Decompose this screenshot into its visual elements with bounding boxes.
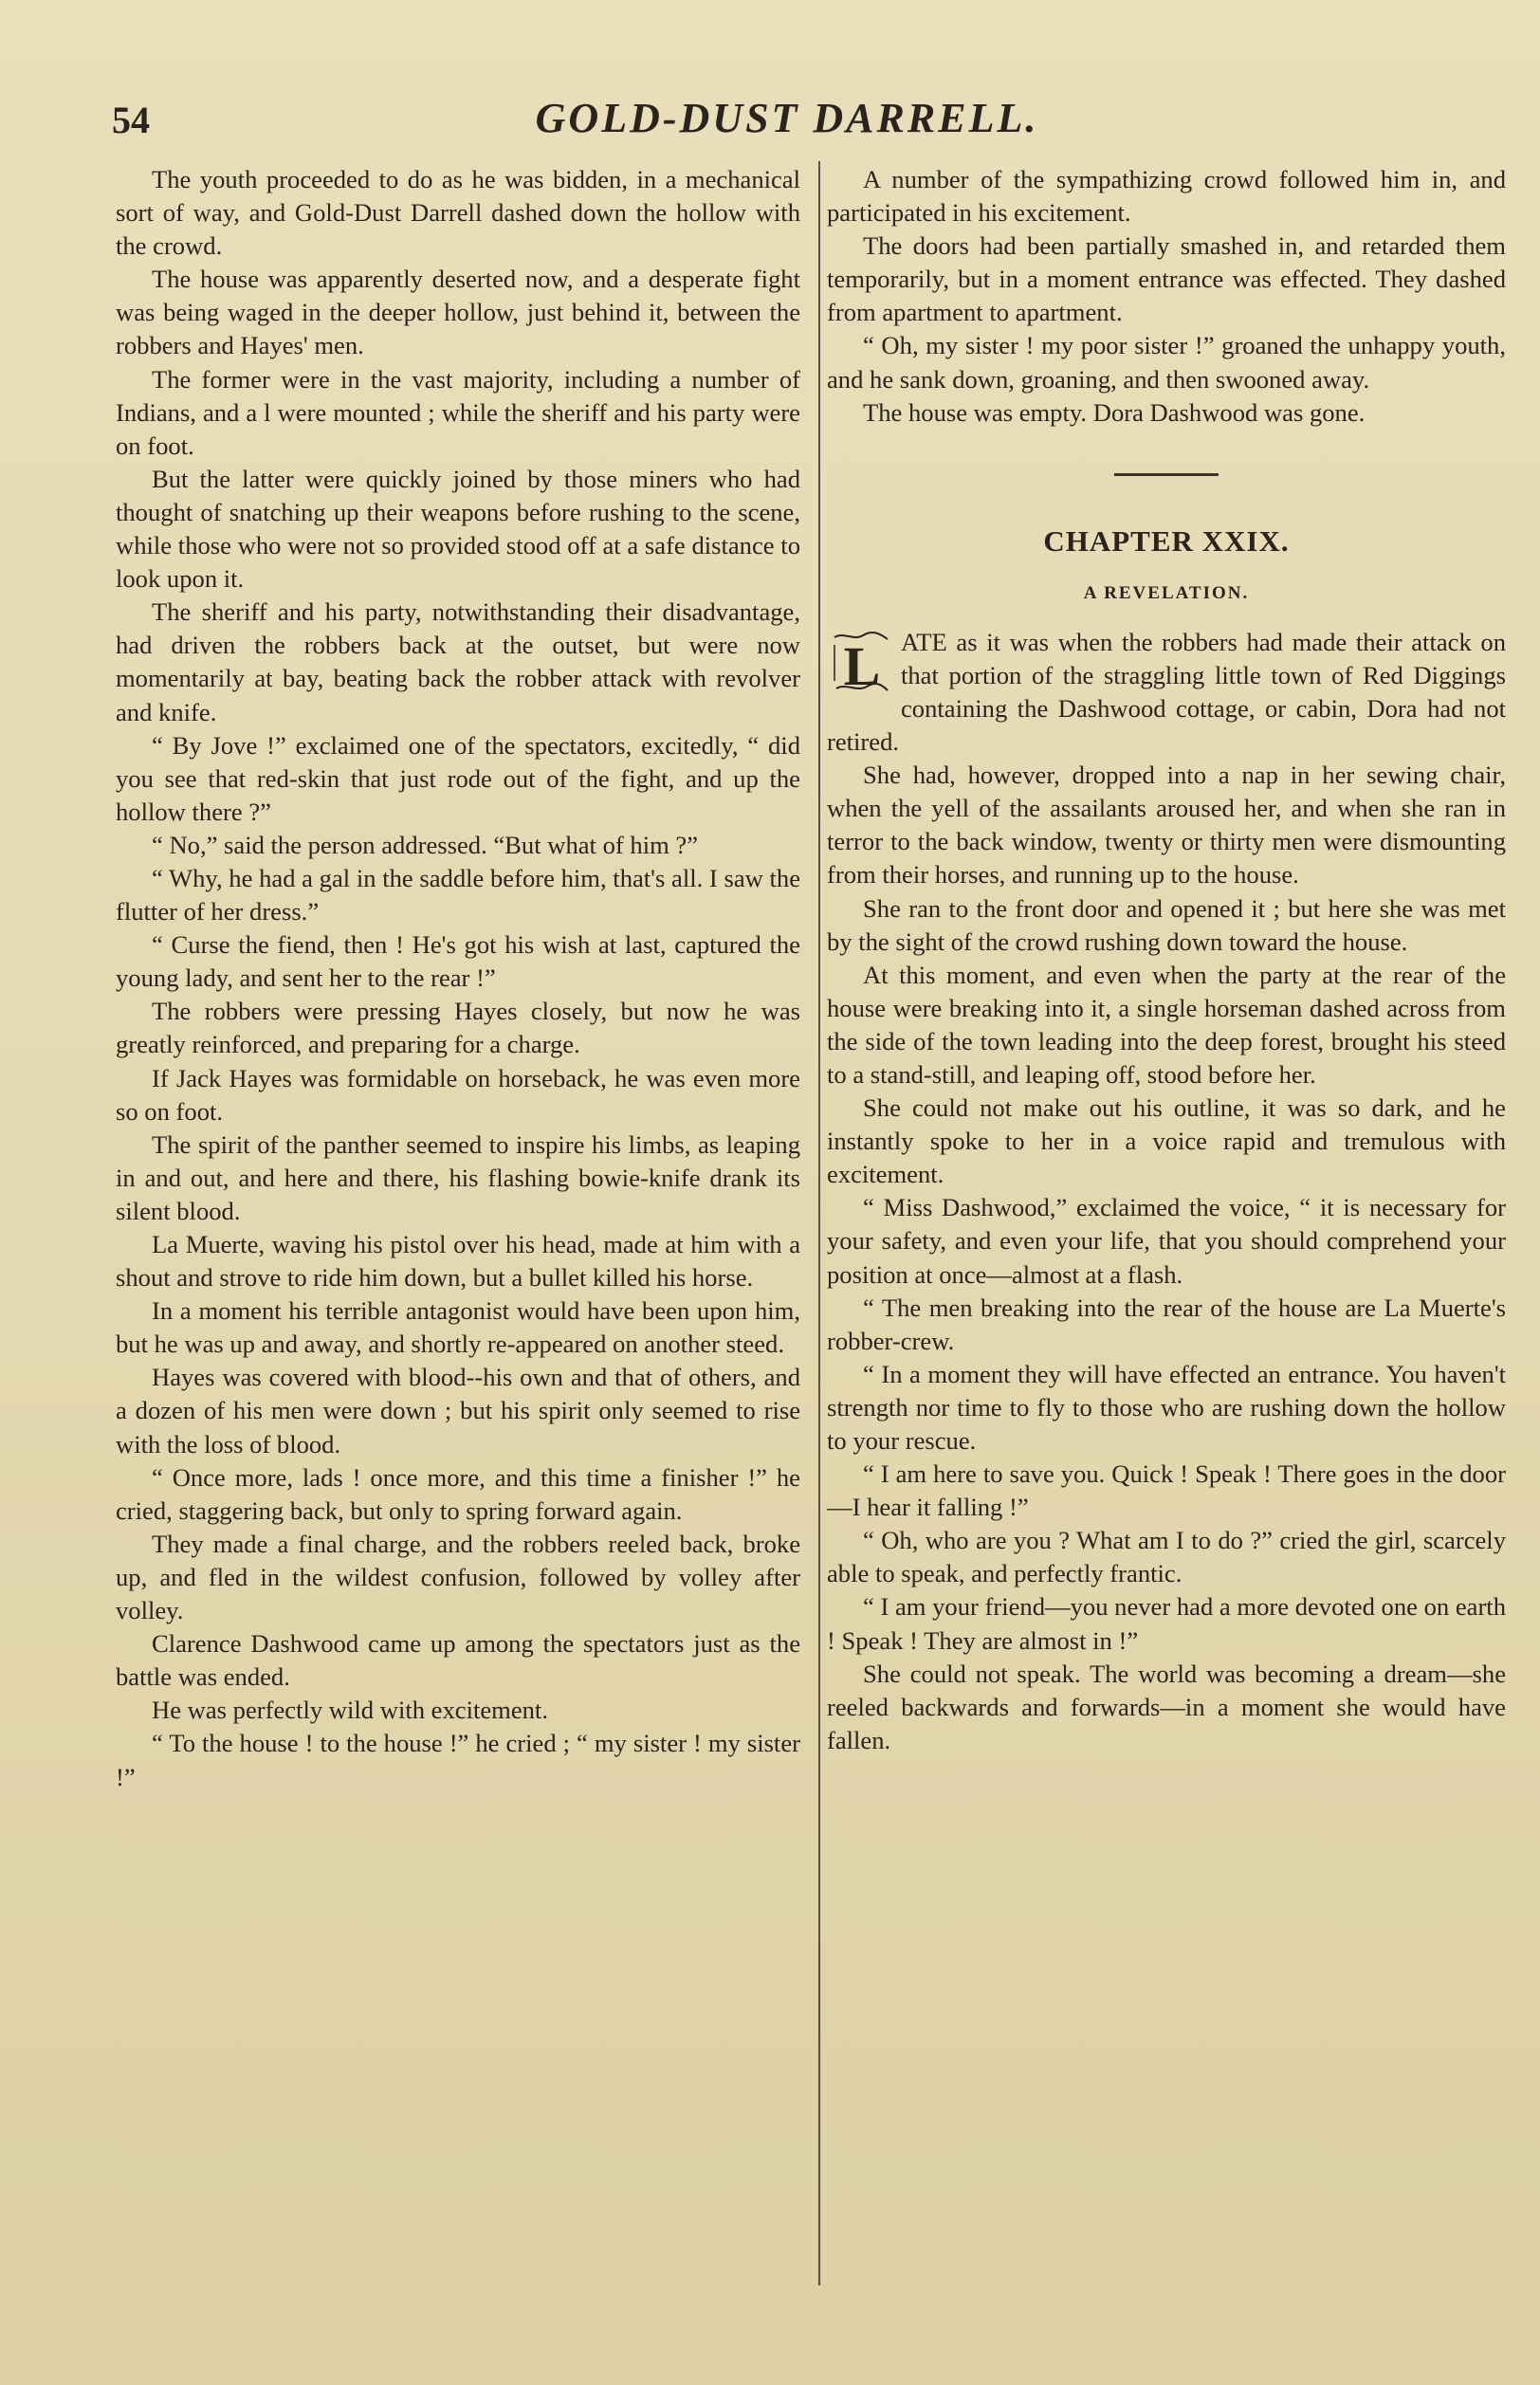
chapter-title: CHAPTER XXIX. [1043, 523, 1290, 558]
paragraph: “ Oh, my sister ! my poor sister !” groaned the unhappy youth, and he sank down, groaning, and then swooned away. [827, 331, 1506, 394]
paragraph: She could not speak. The world was becoming a dream—she reeled backwards and forwards—in a moment she would have fallen. [827, 1659, 1506, 1754]
chapter-first-paragraph [827, 626, 1506, 759]
right-column [827, 163, 1506, 1757]
paragraph: “ Miss Dashwood,” exclaimed the voice, “ it is necessary for your safety, and even your life, that you should comprehend your position at once—almost at a flash. [827, 1193, 1506, 1289]
paragraph: “ Why, he had a gal in the saddle before him, that's all. I saw the flutter of her dress.” [116, 863, 800, 926]
paragraph: “ Oh, who are you ? What am I to do ?” cried the girl, scarcely able to speak, and perfectly frantic. [827, 1526, 1506, 1588]
paragraph: “ In a moment they will have effected an entrance. You haven't strength nor time to fly to those who are rushing down the hollow to your rescue. [827, 1359, 1506, 1455]
paragraph: “ No,” said the person addressed. “But what of him ?” [152, 830, 699, 859]
column-rule [818, 161, 820, 2285]
paragraph: “ To the house ! to the house !” he cried ; “ my sister ! my sister !” [116, 1729, 800, 1791]
paragraph: He was perfectly wild with excitement. [152, 1696, 548, 1725]
paragraph: She ran to the front door and opened it ; but here she was met by the sight of the crowd rushing down toward the house. [827, 893, 1506, 956]
paragraph: “ By Jove !” exclaimed one of the spectators, excitedly, “ did you see that red-skin that just rode out of the fight, and up the hollow there ?” [116, 730, 800, 826]
paragraph: At this moment, and even when the party at the rear of the house were breaking into it, a single horseman dashed across from the side of the town leading into the deep forest, brought his steed to a stand-still, and leaping off, stood before her. [827, 960, 1506, 1089]
paragraph: “ I am your friend—you never had a more devoted one on earth ! Speak ! They are almost in !” [827, 1592, 1506, 1655]
paragraph: “ The men breaking into the rear of the house are La Muerte's robber-crew. [827, 1293, 1506, 1355]
paragraph: But the latter were quickly joined by those miners who had thought of snatching up their weapons before rushing to the scene, while those who were not so provided stood off at a safe distance to look upon it. [116, 464, 800, 594]
paragraph: In a moment his terrible antagonist would have been upon him, but he was up and away, and shortly re-appeared on another steed. [116, 1296, 800, 1359]
paragraph: The youth proceeded to do as he was bidden, in a mechanical sort of way, and Gold-Dust Darrell dashed down the hollow with the crowd. [116, 165, 800, 261]
paragraph: “ Curse the fiend, then ! He's got his wish at last, captured the young lady, and sent her to the rear !” [116, 930, 800, 993]
chapter-subtitle: A REVELATION. [1083, 582, 1250, 603]
paragraph: A number of the sympathizing crowd followed him in, and participated in his excitement. [827, 165, 1506, 228]
paragraph: If Jack Hayes was formidable on horseback, he was even more so on foot. [116, 1063, 800, 1126]
paragraph: The spirit of the panther seemed to inspire his limbs, as leaping in and out, and here and there, his flashing bowie-knife drank its silent blood. [116, 1129, 800, 1225]
paragraph: The sheriff and his party, notwithstanding their disadvantage, had driven the robbers back at the outset, but were now momentarily at bay, beating back the robber attack with revolver and knife. [116, 597, 800, 726]
paragraph: They made a final charge, and the robbers reeled back, broke up, and fled in the wildest confusion, followed by volley after volley. [116, 1529, 800, 1625]
paragraph: “ Once more, lads ! once more, and this time a finisher !” he cried, staggering back, but only to spring forward again. [116, 1462, 800, 1525]
page-header [0, 90, 1540, 156]
dropcap-letter: L [843, 634, 881, 697]
left-column [116, 163, 800, 1794]
paragraph: The house was empty. Dora Dashwood was gone. [863, 397, 1366, 427]
dropcap-ornament [831, 632, 891, 697]
paragraph: The robbers were pressing Hayes closely, but now he was greatly reinforced, and preparing for a charge. [116, 997, 800, 1059]
running-title: GOLD-DUST DARRELL. [535, 95, 1039, 141]
paragraph: La Muerte, waving his pistol over his head, made at him with a shout and strove to ride him down, but a bullet killed his horse. [116, 1230, 800, 1293]
paragraph: The doors had been partially smashed in, and retarded them temporarily, but in a moment entrance was effected. They dashed from apartment to apartment. [827, 231, 1506, 327]
page-number: 54 [112, 99, 150, 141]
paragraph: The former were in the vast majority, including a number of Indians, and a l were mounted ; while the sheriff and his party were on foot. [116, 364, 800, 460]
paragraph: The house was apparently deserted now, and a desperate fight was being waged in the deeper hollow, just behind it, between the robbers and Hayes' men. [116, 265, 800, 360]
paragraph: She could not make out his outline, it was so dark, and he instantly spoke to her in a voice rapid and tremulous with excitement. [827, 1093, 1506, 1189]
paragraph: Clarence Dashwood came up among the spectators just as the battle was ended. [116, 1629, 800, 1692]
paragraph: “ I am here to save you. Quick ! Speak ! There goes in the door—I hear it falling !” [827, 1459, 1506, 1522]
section-divider [1114, 473, 1219, 476]
paragraph: She had, however, dropped into a nap in her sewing chair, when the yell of the assailants aroused her, and when she ran in terror to the back window, twenty or thirty men were dismounting from their horses, and running up to the house. [827, 761, 1506, 890]
paragraph: Hayes was covered with blood--his own and that of others, and a dozen of his men were down ; but his spirit only seemed to rise with the loss of blood. [116, 1363, 800, 1459]
chapter-first-paragraph-text: ATE as it was when the robbers had made their attack on that portion of the straggling little town of Red Diggings containing the Dashwood cottage, or cabin, Dora had not retired. [827, 627, 1506, 757]
